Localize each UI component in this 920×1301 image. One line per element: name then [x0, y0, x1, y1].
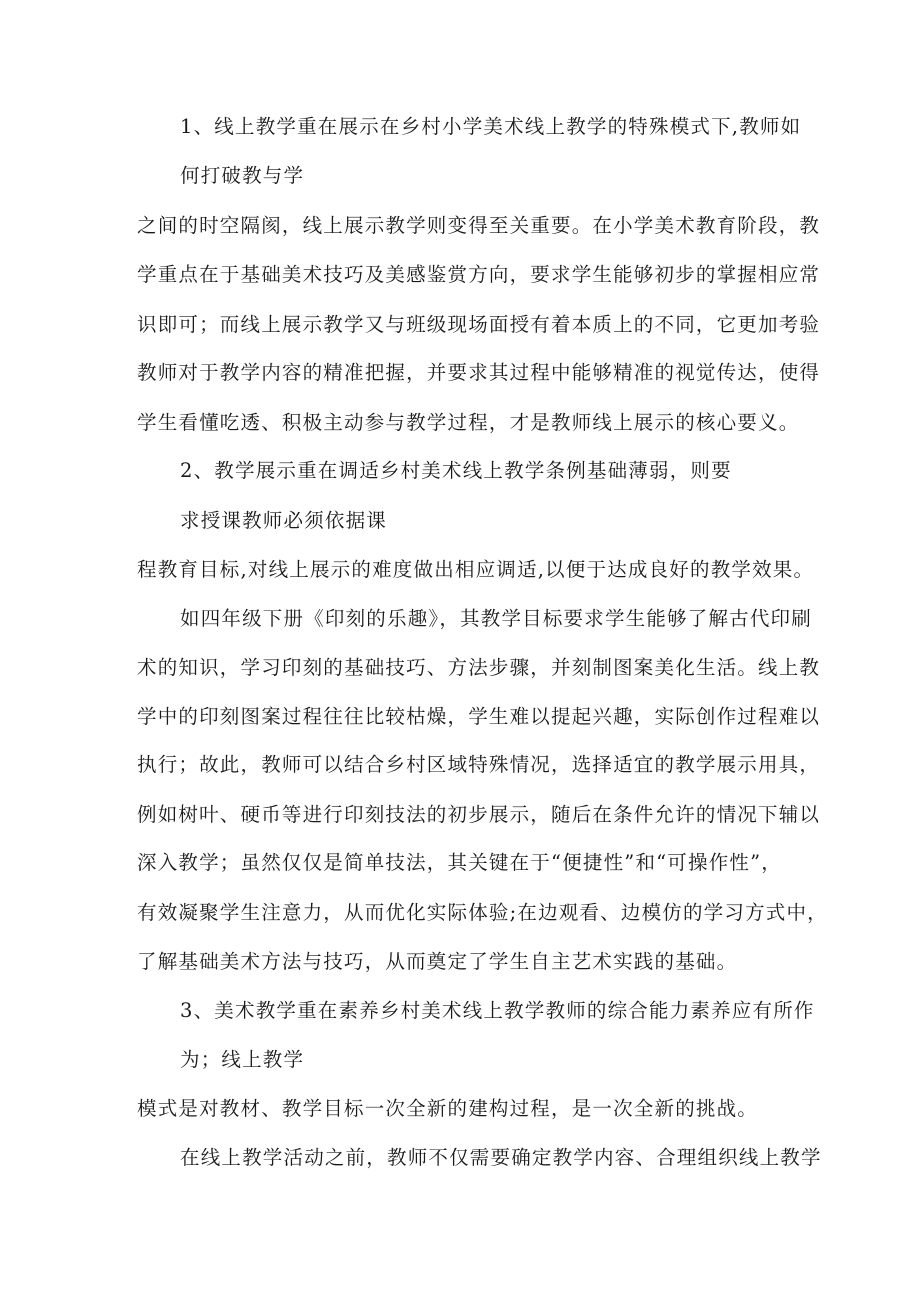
text-line: 学重点在于基础美术技巧及美感鉴赏方向，要求学生能够初步的掌握相应常: [137, 263, 821, 286]
text-line: 在线上教学活动之前，教师不仅需要确定教学内容、合理组织线上教学: [180, 1146, 822, 1169]
text-line: 2、教学展示重在调适乡村美术线上教学条例基础薄弱，则要: [180, 459, 732, 482]
text-line: 为；线上教学: [180, 1048, 305, 1071]
text-line: 何打破教与学: [180, 164, 305, 187]
text-line: 深入教学；虽然仅仅是简单技法，其关键在于“便捷性”和“可操作性”，: [137, 851, 782, 874]
text-line: 识即可；而线上展示教学又与班级现场面授有着本质上的不同，它更加考验: [137, 313, 821, 336]
text-line: 求授课教师必须依据课: [180, 509, 388, 532]
text-line: 3、美术教学重在素养乡村美术线上教学教师的综合能力素养应有所作: [180, 999, 815, 1022]
text-line: 了解基础美术方法与技巧，从而奠定了学生自主艺术实践的基础。: [137, 950, 738, 973]
text-line: 程教育目标,对线上展示的难度做出相应调适,以便于达成良好的教学效果。: [137, 558, 815, 581]
text-line: 例如树叶、硬币等进行印刻技法的初步展示，随后在条件允许的情况下辅以: [137, 803, 821, 826]
text-line: 术的知识，学习印刻的基础技巧、方法步骤，并刻制图案美化生活。线上教: [137, 656, 821, 679]
text-line: 学中的印刻图案过程往往比较枯燥，学生难以提起兴趣，实际创作过程难以: [137, 705, 821, 728]
text-line: 1、线上教学重在展示在乡村小学美术线上教学的特殊模式下,教师如: [180, 115, 802, 138]
text-line: 如四年级下册《印刻的乐趣》，其教学目标要求学生能够了解古代印刷: [180, 607, 812, 630]
text-line: 教师对于教学内容的精准把握，并要求其过程中能够精准的视觉传达，使得: [137, 361, 821, 384]
text-line: 有效凝聚学生注意力，从而优化实际体验;在边观看、边模仿的学习方式中，: [137, 901, 828, 924]
text-line: 之间的时空隔阂，线上展示教学则变得至关重要。在小学美术教育阶段，教: [137, 214, 821, 237]
text-line: 执行；故此，教师可以结合乡村区域特殊情况，选择适宜的教学展示用具，: [137, 753, 821, 776]
text-line: 学生看懂吃透、积极主动参与教学过程，才是教师线上展示的核心要义。: [137, 411, 800, 434]
text-line: 模式是对教材、教学目标一次全新的建构过程，是一次全新的挑战。: [137, 1097, 759, 1120]
